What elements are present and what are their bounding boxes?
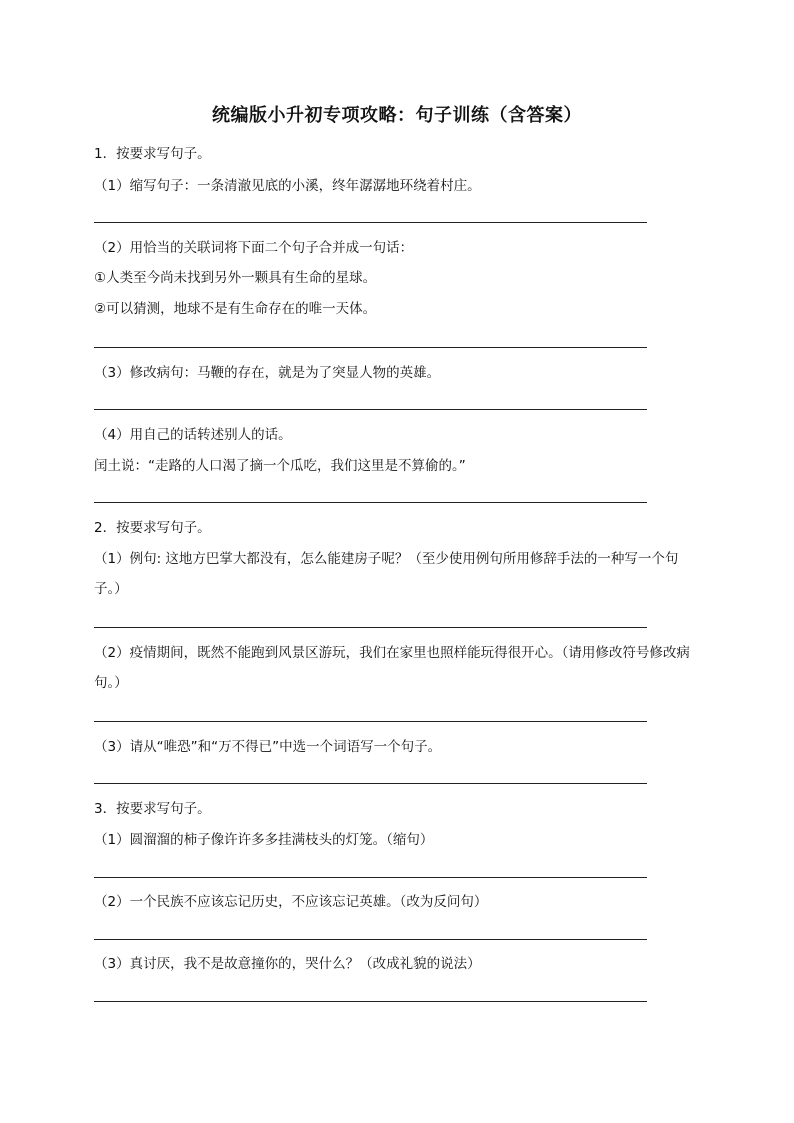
section-2-heading: 2．按要求写句子。	[94, 520, 211, 536]
section-1-question-2-item-2: ②可以猜测，地球不是有生命存在的唯一天体。	[94, 301, 377, 317]
section-1-question-4: （4）用自己的话转述别人的话。	[94, 427, 292, 443]
section-1-question-2-item-1: ①人类至今尚未找到另外一颗具有生命的星球。	[94, 270, 377, 286]
section-1-question-2: （2）用恰当的关联词将下面二个句子合并成一句话：	[94, 240, 414, 256]
answer-line[interactable]	[94, 502, 647, 503]
answer-line[interactable]	[94, 939, 647, 940]
answer-line[interactable]	[94, 222, 647, 223]
page-title: 统编版小升初专项攻略：句子训练（含答案）	[212, 105, 582, 126]
answer-line[interactable]	[94, 347, 647, 348]
section-2-question-1: （1）例句: 这地方巴掌大都没有，怎么能建房子呢？（至少使用例句所用修辞手法的一种写一个句子。）	[94, 551, 679, 597]
answer-line[interactable]	[94, 721, 647, 722]
section-1-question-4-quote: 闰土说：“走路的人口渴了摘一个瓜吃，我们这里是不算偷的。”	[94, 458, 466, 474]
section-1-question-1: （1）缩写句子：一条清澈见底的小溪，终年潺潺地环绕着村庄。	[94, 178, 481, 194]
answer-line[interactable]	[94, 877, 647, 878]
section-1-heading: 1．按要求写句子。	[94, 146, 211, 162]
section-3-question-1: （1）圆溜溜的柿子像许许多多挂满枝头的灯笼。（缩句）	[94, 832, 434, 848]
answer-line[interactable]	[94, 627, 647, 628]
answer-line[interactable]	[94, 409, 647, 410]
section-2-question-3: （3）请从“唯恐”和“万不得已”中选一个词语写一个句子。	[94, 739, 442, 755]
answer-line[interactable]	[94, 783, 647, 784]
section-2-question-2: （2）疫情期间，既然不能跑到风景区游玩，我们在家里也照样能玩得很开心。（请用修改符号修改病句。）	[94, 645, 690, 691]
answer-line[interactable]	[94, 1001, 647, 1002]
section-3-heading: 3．按要求写句子。	[94, 801, 211, 817]
section-1-question-3: （3）修改病句：马鞭的存在，就是为了突显人物的英雄。	[94, 365, 441, 381]
section-3-question-2: （2）一个民族不应该忘记历史，不应该忘记英雄。（改为反问句）	[94, 894, 488, 910]
section-3-question-3: （3）真讨厌，我不是故意撞你的，哭什么？（改成礼貌的说法）	[94, 956, 481, 972]
